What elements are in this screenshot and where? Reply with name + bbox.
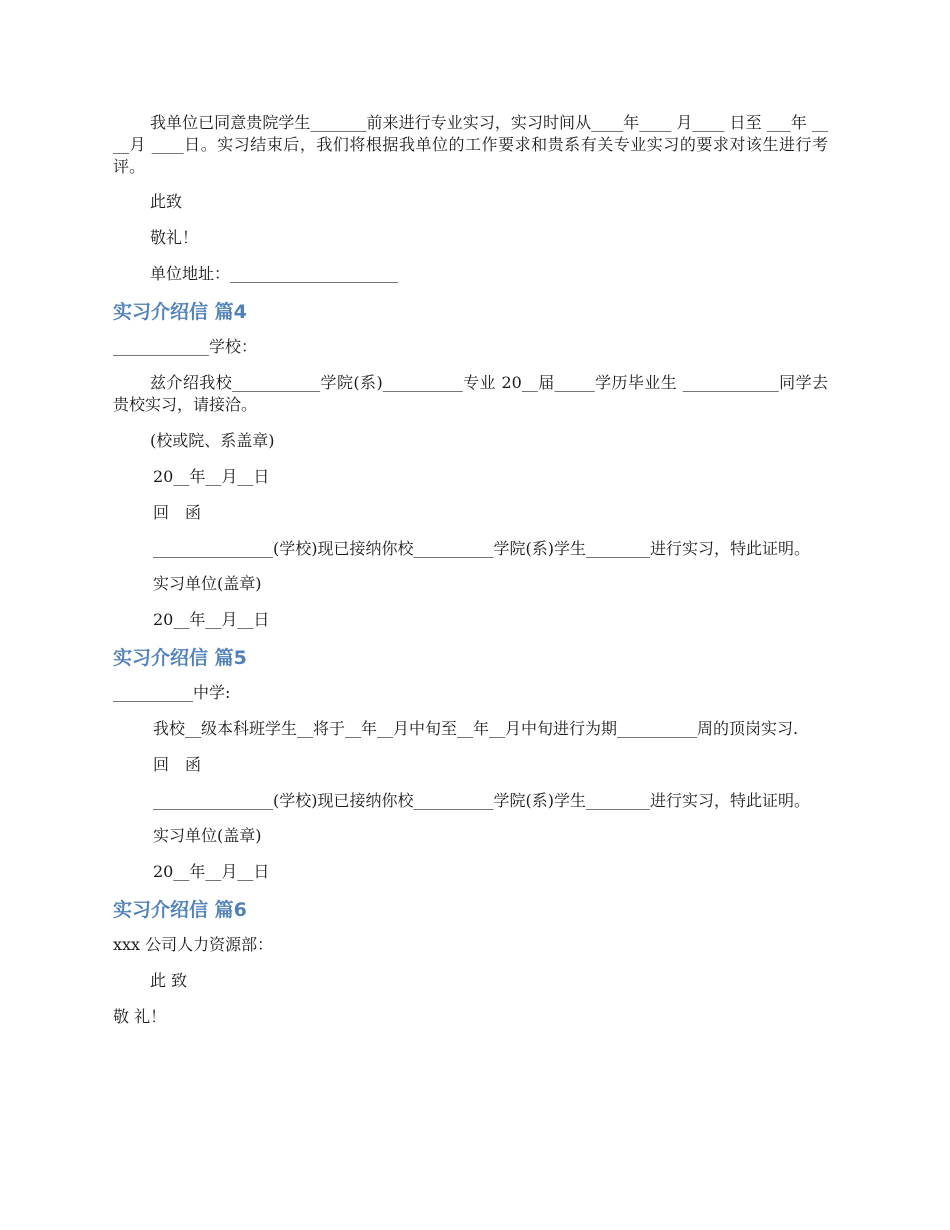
recipient-line: ____________学校： — [113, 337, 258, 356]
reply-title: 回 函 — [153, 503, 202, 522]
body-paragraph: 我单位已同意贵院学生_______前来进行专业实习，实习时间从____年____ 月____ 日至 ___年 ____月 ____日。实习结束后，我们将根据我单位的工作要求和贵系有关专业实习的要求对该生进行考评。 — [113, 113, 828, 176]
closing-line: 此致 — [150, 192, 183, 211]
seal-line: (校或院、系盖章) — [150, 431, 275, 450]
reply-title: 回 函 — [153, 755, 202, 774]
date-line: 20__年__月__日 — [153, 610, 270, 629]
address-line: 单位地址：_____________________ — [150, 264, 399, 283]
reply-unit: 实习单位(盖章) — [153, 826, 262, 845]
date-line: 20__年__月__日 — [153, 467, 270, 486]
closing-line: 敬礼！ — [150, 228, 199, 247]
section-heading: 实习介绍信 篇5 — [113, 647, 247, 669]
body-paragraph: 我校__级本科班学生__将于__年__月中旬至__年__月中旬进行为期__________周的顶岗实习. — [153, 719, 799, 738]
document-page — [113, 112, 828, 1028]
reply-unit: 实习单位(盖章) — [153, 574, 262, 593]
body-paragraph: 兹介绍我校___________学院(系)__________专业 20__届_____学历毕业生 ____________同学去贵校实习，请接洽。 — [113, 373, 828, 414]
section-heading: 实习介绍信 篇6 — [113, 899, 247, 921]
section-heading: 实习介绍信 篇4 — [113, 301, 247, 323]
closing-line: 敬 礼！ — [113, 1007, 167, 1026]
reply-body: _______________(学校)现已接纳你校__________学院(系)学生________进行实习，特此证明。 — [153, 539, 810, 558]
recipient-line: __________中学: — [113, 683, 231, 702]
recipient-line: xxx 公司人力资源部： — [113, 935, 274, 954]
date-line: 20__年__月__日 — [153, 862, 270, 881]
reply-body: _______________(学校)现已接纳你校__________学院(系)学生________进行实习，特此证明。 — [153, 791, 810, 810]
closing-line: 此 致 — [150, 971, 188, 990]
